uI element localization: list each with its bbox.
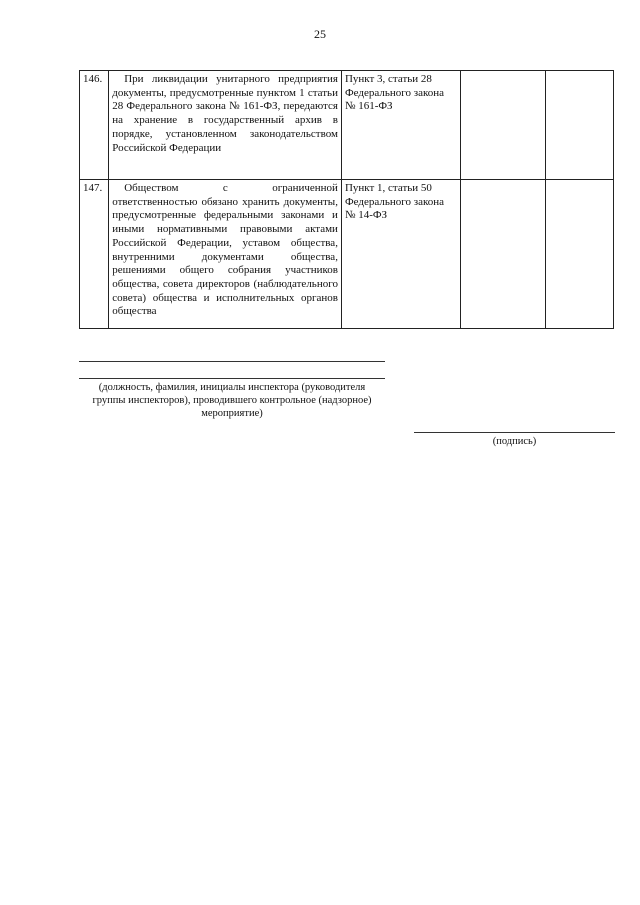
reference-cell: Пункт 3, статьи 28 Федерального закона № 161-ФЗ bbox=[341, 71, 460, 180]
requirement-text: При ликвидации унитарного предприятия документы, предусмотренные пунктом 1 статьи 28 Федерального закона № 161-ФЗ, передаются на хранение в государственный архив в порядке, установленном законодательством Российской Федерации bbox=[112, 73, 338, 154]
answer-cell bbox=[460, 71, 546, 180]
signature-line bbox=[414, 432, 615, 433]
table-row bbox=[80, 180, 614, 329]
signature-caption: (подпись) bbox=[492, 436, 537, 447]
page-number: 25 bbox=[314, 27, 326, 41]
row-number: 146. bbox=[80, 71, 109, 180]
answer-cell bbox=[460, 180, 546, 329]
reference-cell: Пункт 1, статьи 50 Федерального закона № 14-ФЗ bbox=[341, 180, 460, 329]
checklist-table bbox=[79, 70, 614, 329]
note-cell bbox=[546, 71, 614, 180]
inspector-caption: (должность, фамилия, инициалы инспектора (руководителя группы инспекторов), проводившего контрольное (надзорное) мероприятие) bbox=[92, 382, 372, 419]
table-row bbox=[80, 71, 614, 180]
inspector-line-1 bbox=[79, 361, 385, 362]
inspector-line-2 bbox=[79, 378, 385, 379]
row-number: 147. bbox=[80, 180, 109, 329]
requirement-cell bbox=[109, 71, 342, 180]
requirement-text: Обществом с ограниченной ответственностью обязано хранить документы, предусмотренные федеральными законами и иными нормативными правовыми актами Российской Федерации, уставом общества, внутренними документами общества, решениями общего собрания участников общества, совета директоров (наблюдательного совета) общества и исполнительных органов общества bbox=[112, 182, 338, 318]
note-cell bbox=[546, 180, 614, 329]
requirement-cell bbox=[109, 180, 342, 329]
